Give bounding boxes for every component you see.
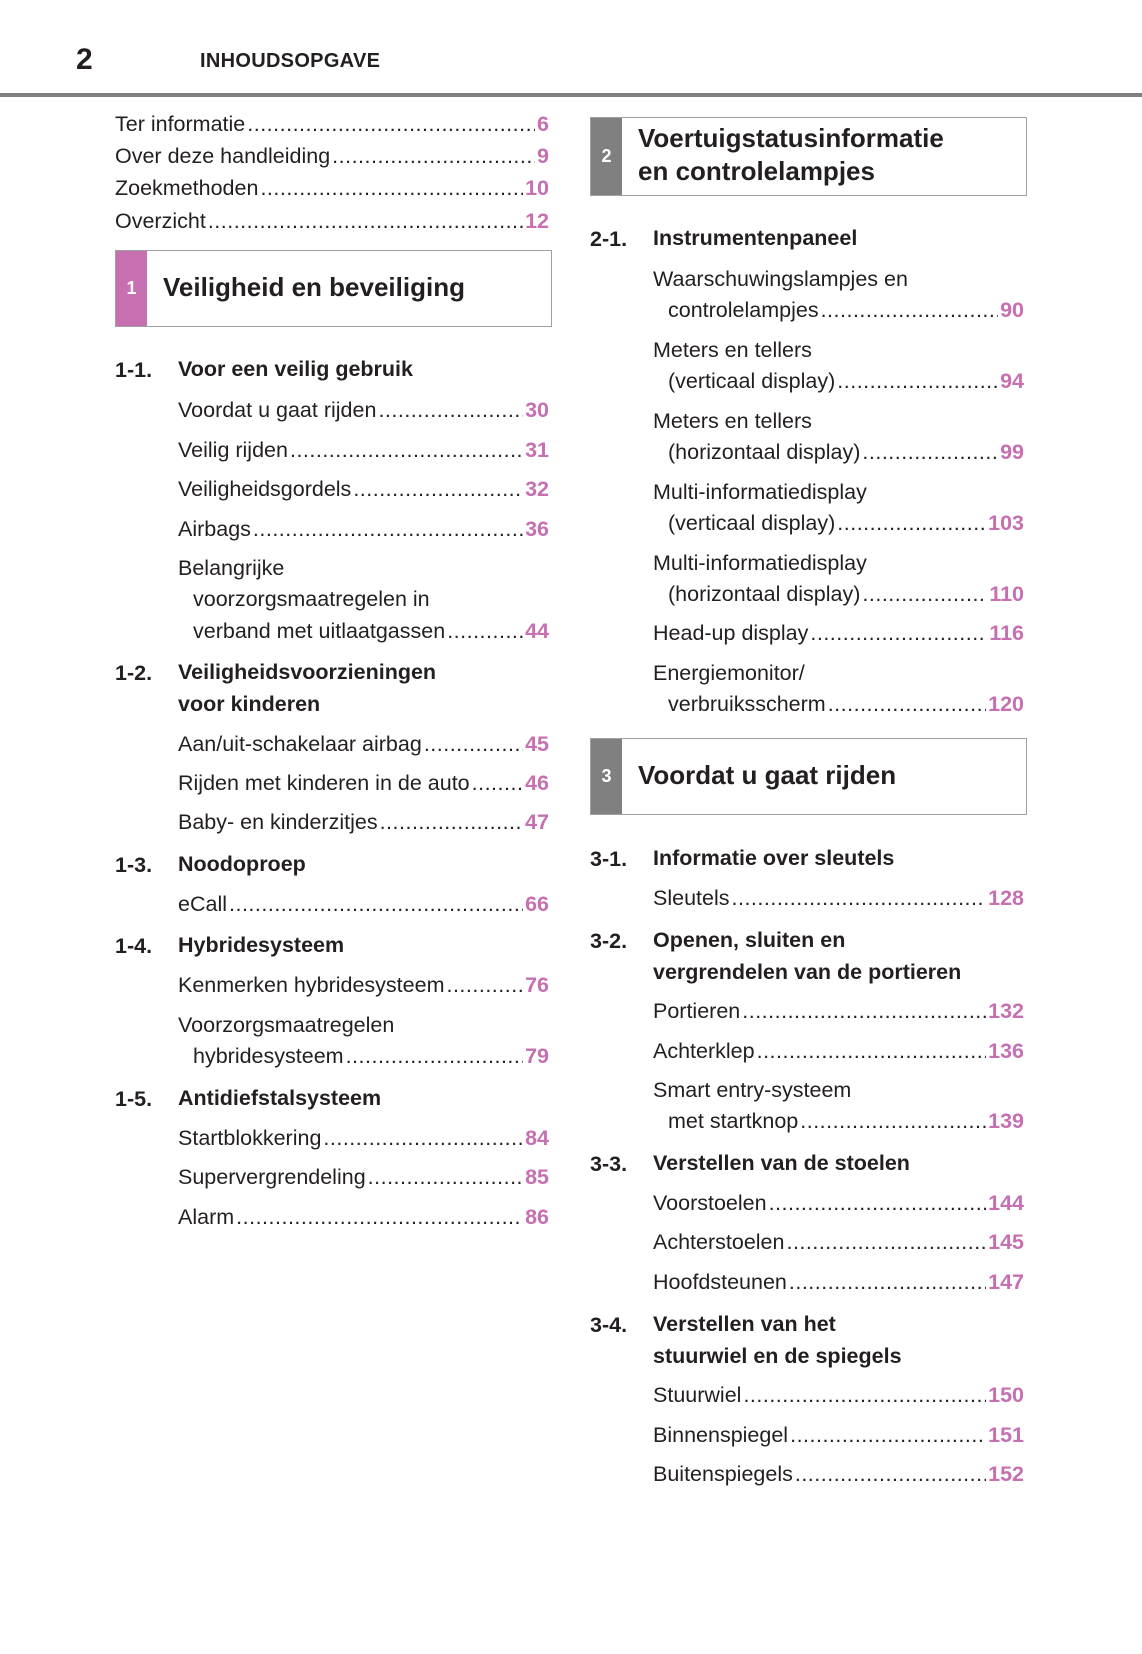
toc-entry-label: Head-up display: [653, 621, 809, 645]
toc-entry[interactable]: [653, 997, 1024, 1025]
chapter-2-title: Voertuigstatusinformatie: [638, 123, 944, 153]
toc-entry-label: (verticaal display): [668, 511, 836, 535]
chapter-2-header[interactable]: [590, 117, 1027, 196]
toc-entry-text: Waarschuwingslampjes en: [653, 267, 908, 291]
toc-entry[interactable]: [668, 296, 1024, 324]
toc-entry[interactable]: [178, 971, 549, 999]
toc-entry-page: 45: [525, 732, 549, 756]
toc-entry-page: 76: [525, 973, 549, 997]
toc-entry-page: 36: [525, 517, 549, 541]
toc-entry[interactable]: [178, 1124, 549, 1152]
toc-entry-page: 85: [525, 1165, 549, 1189]
toc-entry-label: (horizontaal display): [668, 582, 861, 606]
toc-entry-label: Zoekmethoden: [115, 176, 259, 200]
toc-entry-label: Hoofdsteunen: [653, 1270, 787, 1294]
chapter-1-title: Veiligheid en beveiliging: [163, 272, 465, 302]
toc-entry-overzicht[interactable]: [115, 207, 549, 235]
toc-entry[interactable]: [178, 890, 549, 918]
toc-entry-label: Supervergrendeling: [178, 1165, 366, 1189]
toc-entry-text: Smart entry-systeem: [653, 1078, 852, 1102]
toc-entry-page: 9: [537, 144, 549, 168]
toc-entry-page: 79: [525, 1044, 549, 1068]
toc-entry-label: Achterklep: [653, 1039, 755, 1063]
chapter-3-tab: 3: [591, 739, 622, 814]
toc-entry-page: 12: [525, 209, 549, 233]
toc-entry-page: 47: [525, 810, 549, 834]
toc-entry-page: 144: [988, 1191, 1024, 1215]
toc-entry[interactable]: [178, 769, 549, 797]
toc-entry[interactable]: [193, 617, 549, 645]
toc-entry[interactable]: [178, 1163, 549, 1191]
toc-entry[interactable]: [178, 436, 549, 464]
toc-entry-label: Ter informatie: [115, 112, 246, 136]
section-number: 1-1.: [115, 358, 153, 382]
toc-entry-label: Portieren: [653, 999, 741, 1023]
section-title: Noodoproep: [178, 852, 306, 876]
toc-entry-label: Rijden met kinderen in de auto: [178, 771, 470, 795]
toc-entry-page: 103: [988, 511, 1024, 535]
toc-entry-zoekmethoden[interactable]: [115, 174, 549, 202]
toc-entry-label: verbruiksscherm: [668, 692, 826, 716]
toc-entry-label: Overzicht: [115, 209, 206, 233]
chapter-1-tab: 1: [116, 251, 147, 326]
section-title: Openen, sluiten en: [653, 928, 846, 952]
toc-entry-label: hybridesysteem: [193, 1044, 344, 1068]
toc-entry-page: 6: [537, 112, 549, 136]
toc-entry[interactable]: [178, 515, 549, 543]
toc-entry[interactable]: [178, 1203, 549, 1231]
toc-entry-label: Veilig rijden: [178, 438, 288, 462]
toc-entry-text: Multi-informatiedisplay: [653, 551, 867, 575]
toc-entry-page: 90: [1000, 298, 1024, 322]
section-title: Verstellen van het: [653, 1312, 836, 1336]
toc-entry-page: 86: [525, 1205, 549, 1229]
section-number: 1-4.: [115, 934, 153, 958]
toc-entry[interactable]: [178, 475, 549, 503]
chapter-3-header[interactable]: [590, 738, 1027, 815]
section-title: Verstellen van de stoelen: [653, 1151, 910, 1175]
toc-entry-label: Kenmerken hybridesysteem: [178, 973, 445, 997]
toc-entry-label: (horizontaal display): [668, 440, 861, 464]
toc-entry-page: 32: [525, 477, 549, 501]
toc-entry-label: Baby- en kinderzitjes: [178, 810, 378, 834]
toc-entry-page: 132: [988, 999, 1024, 1023]
section-number: 1-3.: [115, 853, 153, 877]
toc-entry-ter-informatie[interactable]: [115, 110, 549, 138]
toc-entry-page: 66: [525, 892, 549, 916]
toc-entry-text: Voorzorgsmaatregelen: [178, 1013, 395, 1037]
section-number: 1-5.: [115, 1087, 153, 1111]
toc-entry-page: 31: [525, 438, 549, 462]
toc-entry-label: Veiligheidsgordels: [178, 477, 352, 501]
page-title: INHOUDSOPGAVE: [200, 50, 381, 72]
toc-entry[interactable]: [653, 619, 1024, 647]
toc-entry-page: 116: [989, 621, 1024, 645]
toc-entry-label: Sleutels: [653, 886, 730, 910]
chapter-2-title: en controlelampjes: [638, 156, 875, 186]
toc-entry-label: Over deze handleiding: [115, 144, 331, 168]
section-title: vergrendelen van de portieren: [653, 960, 962, 984]
section-title: stuurwiel en de spiegels: [653, 1344, 902, 1368]
chapter-2-tab: 2: [591, 118, 622, 195]
toc-entry-label: met startknop: [668, 1109, 799, 1133]
toc-entry-page: 46: [525, 771, 549, 795]
toc-entry-text: Meters en tellers: [653, 409, 812, 433]
toc-entry-label: controlelampjes: [668, 298, 819, 322]
toc-entry-page: 99: [1000, 440, 1024, 464]
toc-entry-page: 10: [525, 176, 549, 200]
chapter-3-title: Voordat u gaat rijden: [638, 760, 897, 790]
section-title: Informatie over sleutels: [653, 846, 895, 870]
toc-entry-label: verband met uitlaatgassen: [193, 619, 446, 643]
toc-entry[interactable]: [178, 396, 549, 424]
toc-entry-label: Achterstoelen: [653, 1230, 785, 1254]
toc-entry-label: Aan/uit-schakelaar airbag: [178, 732, 422, 756]
toc-entry-page: 147: [988, 1270, 1024, 1294]
toc-entry-page: 30: [525, 398, 549, 422]
toc-entry-text: Meters en tellers: [653, 338, 812, 362]
header-divider: [0, 93, 1142, 97]
toc-entry-text: voorzorgsmaatregelen in: [193, 587, 430, 611]
toc-entry[interactable]: [668, 690, 1024, 718]
toc-entry[interactable]: [653, 1189, 1024, 1217]
toc-entry[interactable]: [653, 1037, 1024, 1065]
toc-entry-label: Startblokkering: [178, 1126, 322, 1150]
toc-entry-label: Stuurwiel: [653, 1383, 742, 1407]
section-title: Hybridesysteem: [178, 933, 345, 957]
toc-entry[interactable]: [668, 580, 1024, 608]
toc-entry-page: 139: [988, 1109, 1024, 1133]
section-title: Antidiefstalsysteem: [178, 1086, 382, 1110]
section-number: 3-2.: [590, 929, 628, 953]
toc-entry-over-deze-handleiding[interactable]: [115, 142, 549, 170]
section-title: voor kinderen: [178, 692, 321, 716]
toc-entry[interactable]: [653, 1228, 1024, 1256]
toc-entry-page: 152: [988, 1462, 1024, 1486]
toc-entry-page: 128: [988, 886, 1024, 910]
toc-entry-page: 151: [988, 1423, 1024, 1447]
toc-entry-label: Voordat u gaat rijden: [178, 398, 377, 422]
section-number: 3-4.: [590, 1313, 628, 1337]
toc-entry[interactable]: [668, 438, 1024, 466]
toc-entry[interactable]: [668, 367, 1024, 395]
toc-entry-text: Multi-informatiedisplay: [653, 480, 867, 504]
toc-entry[interactable]: [653, 1381, 1024, 1409]
section-number: 3-3.: [590, 1152, 628, 1176]
toc-entry-label: Binnenspiegel: [653, 1423, 789, 1447]
toc-entry[interactable]: [668, 509, 1024, 537]
toc-entry-page: 145: [988, 1230, 1024, 1254]
toc-entry-label: eCall: [178, 892, 227, 916]
toc-entry-text: Energiemonitor/: [653, 661, 805, 685]
toc-entry-label: (verticaal display): [668, 369, 836, 393]
section-number: 2-1.: [590, 227, 628, 251]
section-number: 3-1.: [590, 847, 628, 871]
toc-entry-page: 136: [988, 1039, 1024, 1063]
toc-entry-label: Buitenspiegels: [653, 1462, 793, 1486]
toc-entry[interactable]: [653, 884, 1024, 912]
toc-entry-page: 110: [989, 582, 1024, 606]
toc-entry[interactable]: [178, 808, 549, 836]
toc-entry[interactable]: [193, 1042, 549, 1070]
section-title: Veiligheidsvoorzieningen: [178, 660, 437, 684]
toc-entry[interactable]: [653, 1421, 1024, 1449]
chapter-1-header[interactable]: [115, 250, 552, 327]
toc-entry[interactable]: [668, 1107, 1024, 1135]
toc-entry-page: 44: [525, 619, 549, 643]
page-number: 2: [76, 43, 93, 76]
toc-entry-text: Belangrijke: [178, 556, 285, 580]
section-title: Instrumentenpaneel: [653, 226, 858, 250]
toc-entry-label: Alarm: [178, 1205, 235, 1229]
toc-entry-label: Voorstoelen: [653, 1191, 767, 1215]
toc-entry-page: 150: [988, 1383, 1024, 1407]
section-title: Voor een veilig gebruik: [178, 357, 413, 381]
toc-entry-page: 84: [525, 1126, 549, 1150]
toc-entry[interactable]: [653, 1460, 1024, 1488]
toc-entry[interactable]: [178, 730, 549, 758]
toc-entry-label: Airbags: [178, 517, 251, 541]
toc-entry-page: 120: [988, 692, 1024, 716]
toc-entry-page: 94: [1000, 369, 1024, 393]
section-number: 1-2.: [115, 661, 153, 685]
toc-entry[interactable]: [653, 1268, 1024, 1296]
